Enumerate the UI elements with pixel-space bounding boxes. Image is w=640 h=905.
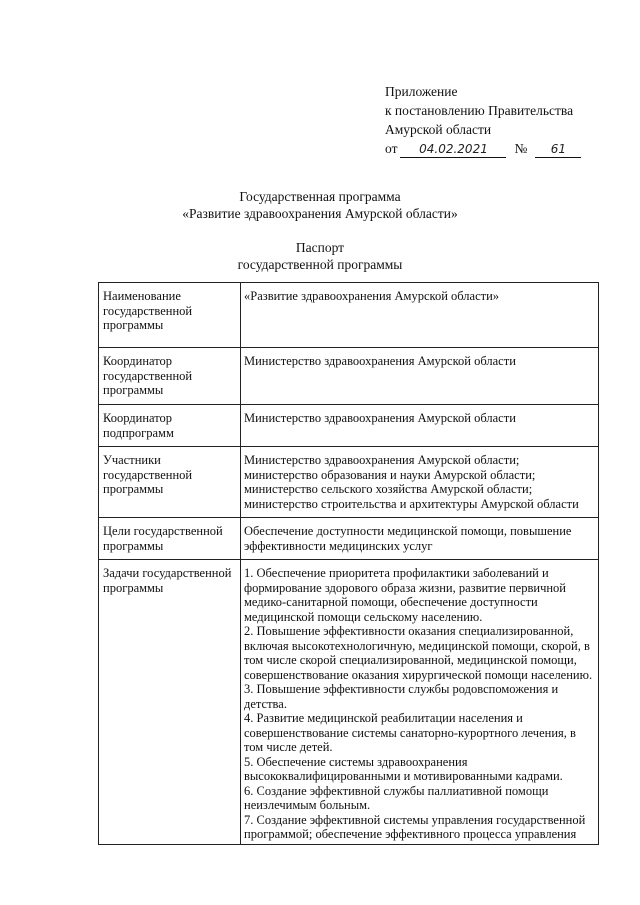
row-label: Участники государственной программы: [99, 447, 241, 518]
table-row: [99, 560, 599, 845]
passport-table: [98, 282, 599, 845]
passport-title: [0, 239, 640, 273]
program-title-line1: Государственная программа: [239, 189, 401, 204]
task-item: 4. Развитие медицинской реабилитации населения и совершенствование системы санаторно-курортного лечения, в том числе детей.: [244, 711, 576, 754]
task-item: 1. Обеспечение приоритета профилактики заболеваний и формирование здорового образа жизни, развитие первичной медико-санитарной помощи, обеспечение доступности медицинской помощи сельскому населению.: [244, 566, 566, 624]
task-item: 6. Создание эффективной службы паллиативной помощи неизлечимым больным.: [244, 783, 549, 812]
row-label: Задачи государственной программы: [99, 560, 241, 845]
task-item: 5. Обеспечение системы здравоохранения высококвалифицированными и мотивированными кадрами.: [244, 754, 563, 783]
task-item: 7. Создание эффективной системы управления государственной программой; обеспечение эффективного процесса управления: [244, 812, 586, 841]
appendix-resolution: к постановлению Правительства: [385, 103, 574, 118]
row-value: Министерство здравоохранения Амурской области: [241, 405, 599, 447]
participant-item: министерство образования и науки Амурской области;: [244, 467, 536, 482]
handwritten-number: 61: [535, 141, 581, 158]
row-label: Цели государственной программы: [99, 518, 241, 560]
program-title: [0, 188, 640, 222]
row-value: Обеспечение доступности медицинской помощи, повышение эффективности медицинских услуг: [241, 518, 599, 560]
row-label: Координатор подпрограмм: [99, 405, 241, 447]
row-value-list: [241, 447, 599, 518]
table-row: [99, 283, 599, 348]
program-title-line2: «Развитие здравоохранения Амурской области»: [182, 206, 458, 221]
table-row: [99, 518, 599, 560]
participant-item: министерство строительства и архитектуры Амурской области: [244, 496, 579, 511]
row-label: Координатор государственной программы: [99, 348, 241, 405]
passport-title-line2: государственной программы: [237, 257, 403, 272]
from-label: от: [385, 141, 398, 156]
participant-item: Министерство здравоохранения Амурской области;: [244, 453, 520, 467]
table-row: [99, 348, 599, 405]
appendix-region: Амурской области: [385, 122, 492, 137]
handwritten-date: 04.02.2021: [400, 141, 506, 158]
task-item: 3. Повышение эффективности службы родовспоможения и детства.: [244, 682, 559, 711]
table-row: [99, 405, 599, 447]
table-row: [99, 447, 599, 518]
task-item: 2. Повышение эффективности оказания специализированной, включая высокотехнологичную, медицинской помощи, скорой, в том числе скорой специализированной, медицинской помощи, совершенствование оказания хирургической помощи населению.: [244, 624, 593, 682]
appendix-date-number-row: [385, 139, 581, 158]
participant-item: министерство сельского хозяйства Амурской области;: [244, 482, 533, 496]
passport-title-line1: Паспорт: [295, 240, 345, 255]
appendix-block: [385, 82, 581, 158]
appendix-title: Приложение: [385, 84, 458, 99]
row-label: Наименование государственной программы: [99, 283, 241, 348]
number-label: №: [514, 141, 528, 156]
row-value: «Развитие здравоохранения Амурской области»: [241, 283, 599, 348]
task-list: [241, 560, 599, 845]
row-value: Министерство здравоохранения Амурской области: [241, 348, 599, 405]
